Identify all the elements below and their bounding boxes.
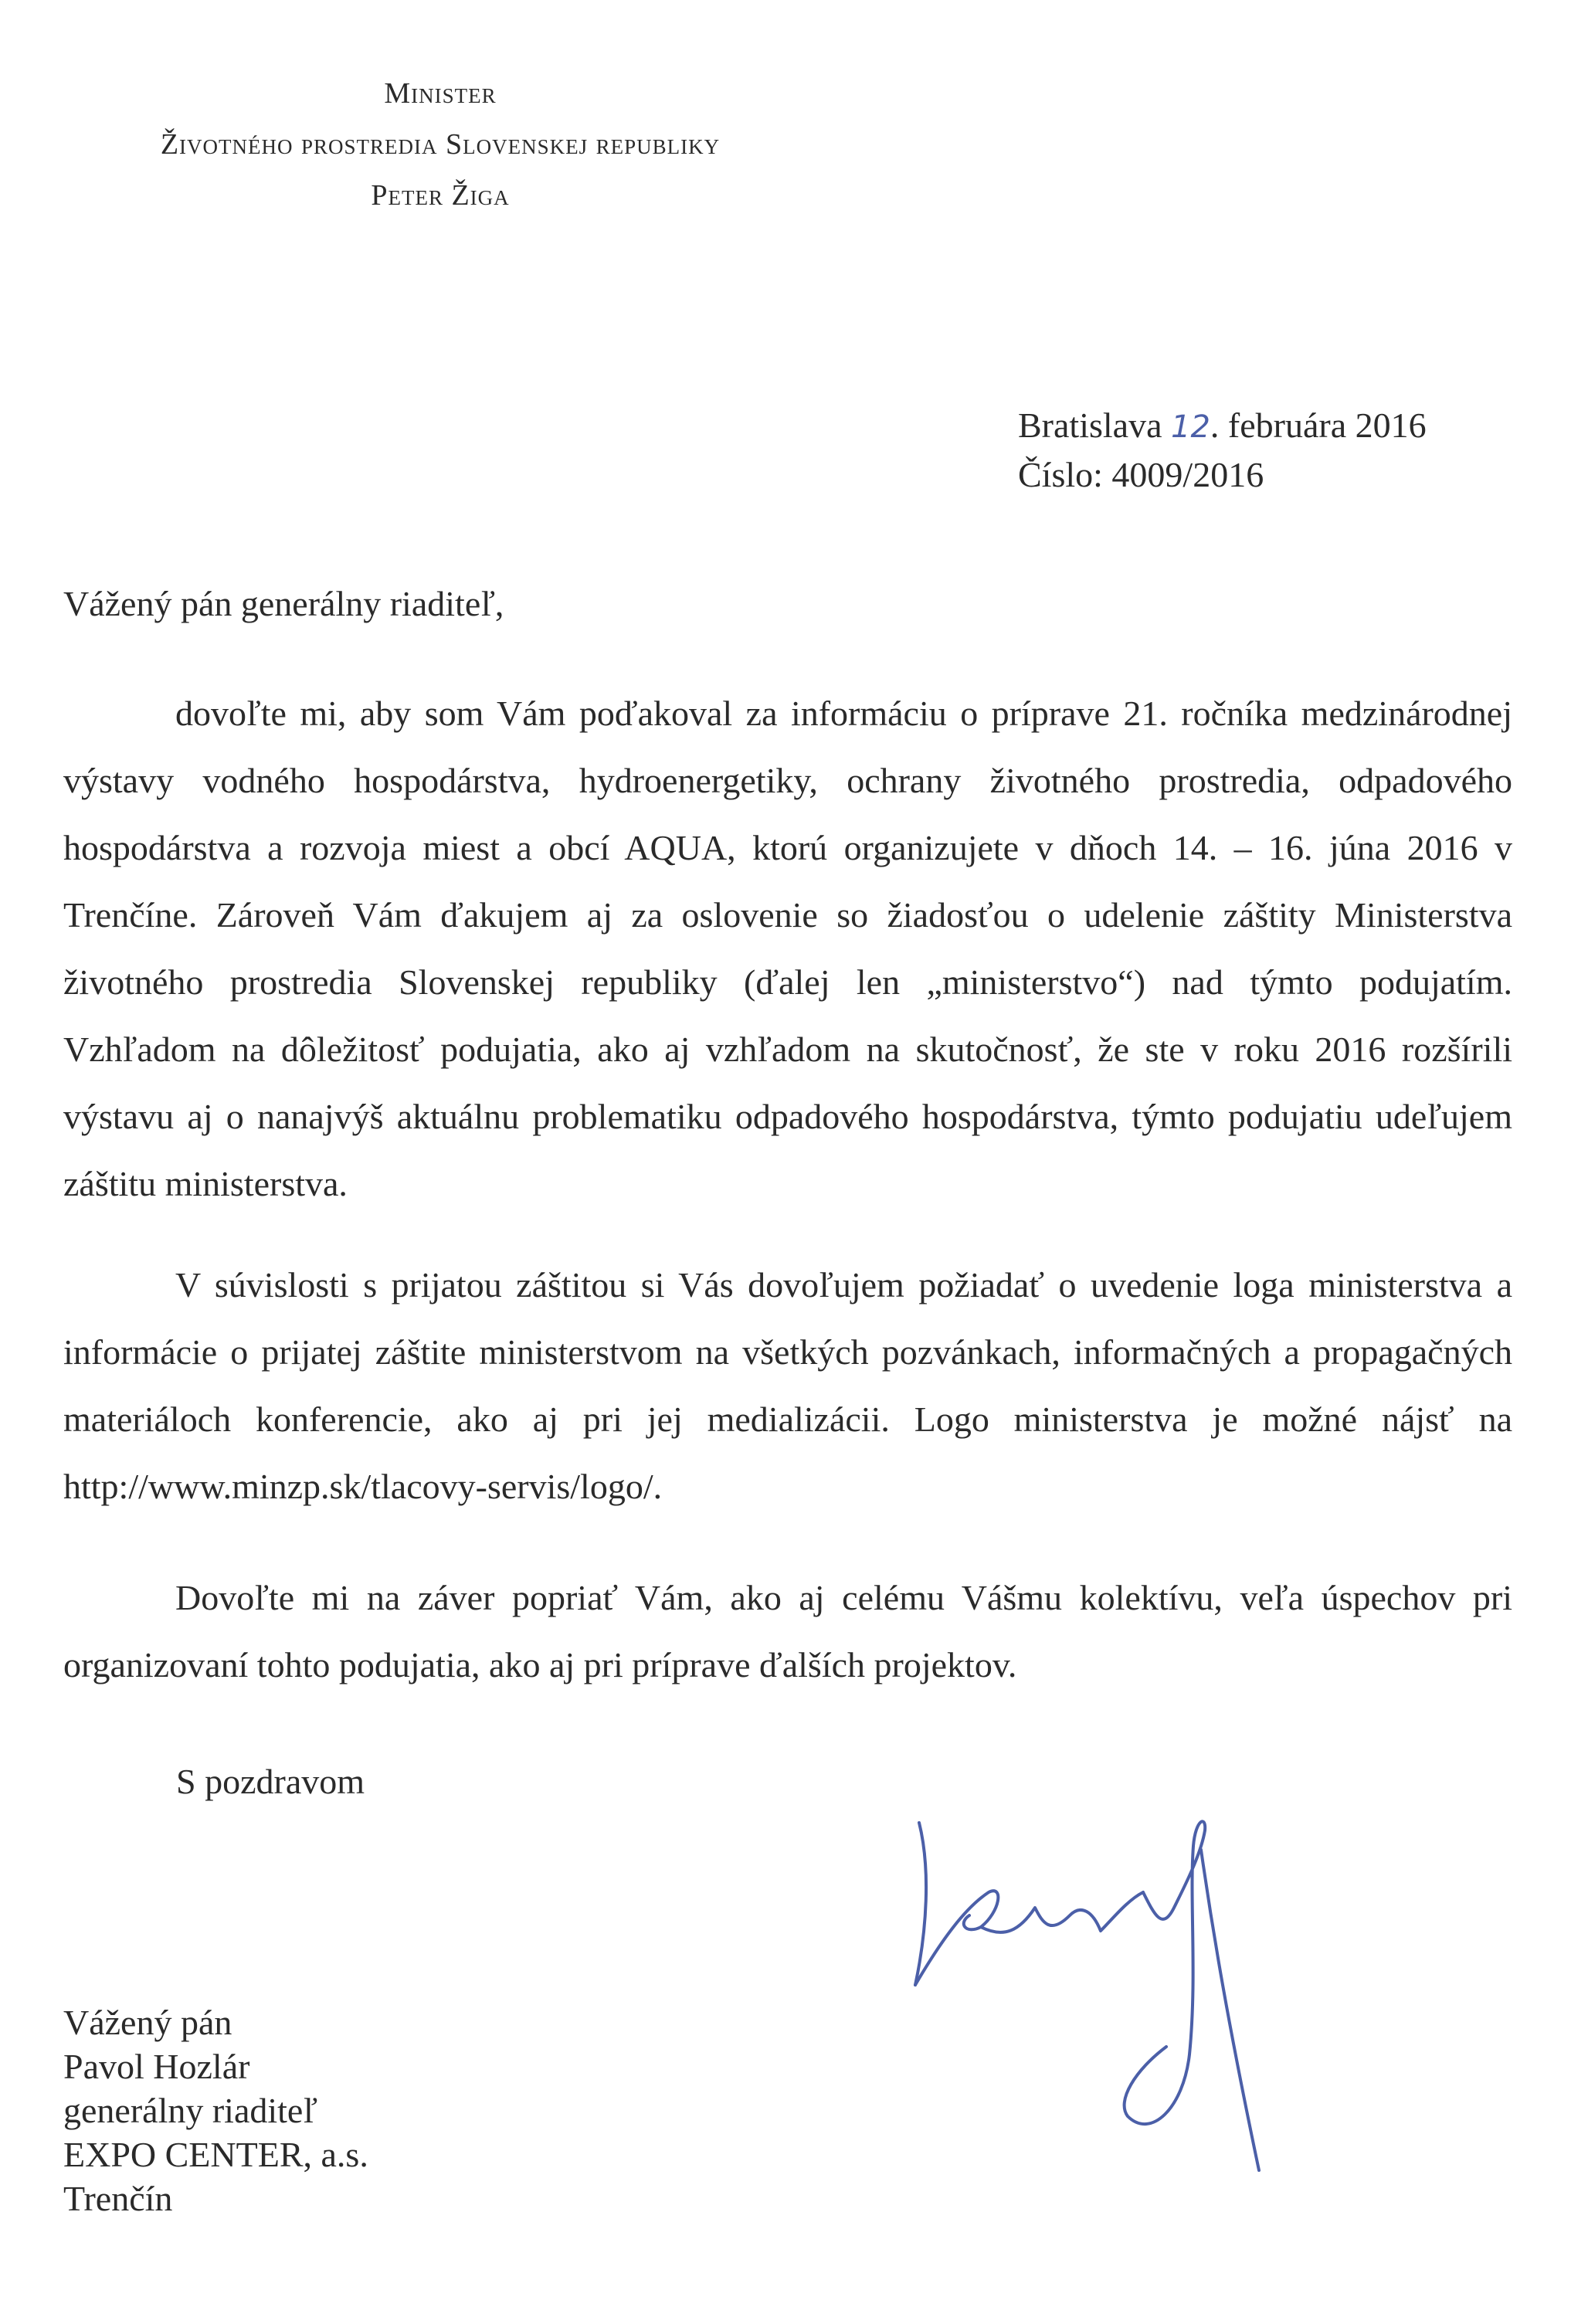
paragraph-text: Dovoľte mi na záver popriať Vám, ako aj celému Vášmu kolektívu, veľa úspechov pri organizovaní tohto podujatia, ako aj pri príprave ďalších projektov.: [63, 1578, 1512, 1684]
date-block: [1018, 402, 1427, 499]
letterhead-title: Minister: [384, 77, 497, 110]
letter-paragraph-2: [63, 1251, 1512, 1520]
addressee-line: EXPO CENTER, a.s.: [63, 2135, 368, 2174]
addressee-line: Trenčín: [63, 2179, 173, 2218]
addressee-line: Vážený pán: [63, 2003, 232, 2042]
closing: S pozdravom: [176, 1762, 365, 1801]
handwritten-signature: [896, 1776, 1298, 2209]
date-city: Bratislava: [1018, 405, 1162, 445]
date-line: [1018, 402, 1427, 451]
paragraph-text: V súvislosti s prijatou záštitou si Vás dovoľujem požiadať o uvedenie loga ministerstva a informácie o prijatej záštite ministerstvom na všetkých pozvánkach, informačných a propagačných materiáloch konferencie, ako aj pri jej medializácii. Logo ministerstva je možné nájsť na http://www.minzp.sk/tlacovy-servis/logo/.: [63, 1265, 1512, 1506]
paragraph-text: dovoľte mi, aby som Vám poďakoval za informáciu o príprave 21. ročníka medzinárodnej výstavy vodného hospodárstva, hydroenergetiky, ochrany životného prostredia, odpadového hospodárstva a rozvoja miest a obcí AQUA, ktorú organizujete v dňoch 14. – 16. júna 2016 v Trenčíne. Zároveň Vám ďakujem aj za oslovenie so žiadosťou o udelenie záštity Ministerstva životného prostredia Slovenskej republiky (ďalej len „ministerstvo“) nad týmto podujatím. Vzhľadom na dôležitosť podujatia, ako aj vzhľadom na skutočnosť, že ste v roku 2016 rozšírili výstavu aj o nanajvýš aktuálnu problematiku odpadového hospodárstva, týmto podujatiu udeľujem záštitu ministerstva.: [63, 694, 1512, 1203]
date-day-handwritten: 12: [1171, 409, 1210, 445]
letterhead: [23, 68, 857, 221]
letterhead-ministry: Životného prostredia Slovenskej republiky: [160, 128, 721, 161]
letter-paragraph-3: [63, 1564, 1512, 1698]
letterhead-name: Peter Žiga: [371, 179, 510, 212]
addressee-block: [63, 2000, 368, 2221]
letter-paragraph-1: [63, 680, 1512, 1217]
addressee-line: generálny riaditeľ: [63, 2091, 318, 2130]
addressee-line: Pavol Hozlár: [63, 2047, 250, 2086]
date-month-year: . februára 2016: [1210, 405, 1427, 445]
reference-number: Číslo: 4009/2016: [1018, 455, 1264, 494]
salutation: Vážený pán generálny riaditeľ,: [63, 584, 504, 623]
